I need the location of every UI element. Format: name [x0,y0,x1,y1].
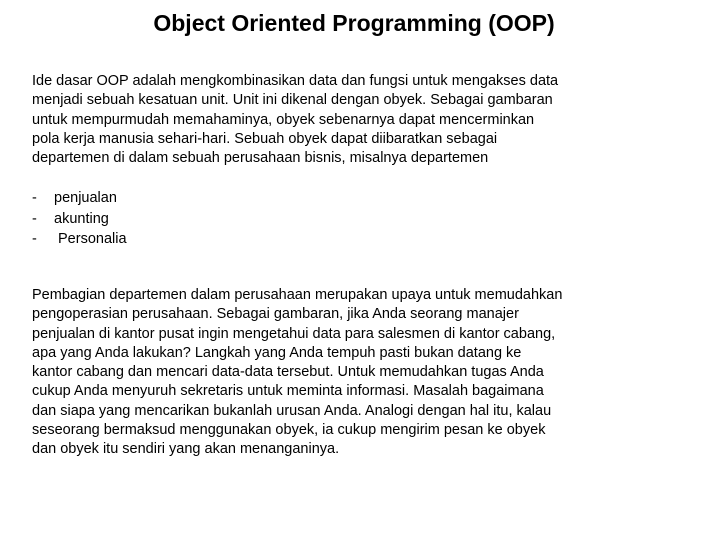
list-dash: - [32,190,37,206]
intro-paragraph [32,72,632,168]
list-dash: - [32,231,37,247]
paragraph-line: pengoperasian perusahaan. Sebagai gambaran, jika Anda seorang manajer [32,306,519,323]
paragraph-line: apa yang Anda lakukan? Langkah yang Anda tempuh pasti bukan datang ke [32,344,522,361]
analogy-paragraph [32,286,632,460]
list-item-text: Personalia [58,231,127,247]
paragraph-line: pola kerja manusia sehari-hari. Sebuah obyek dapat diibaratkan sebagai [32,130,498,147]
paragraph-line: penjualan di kantor pusat ingin mengetahui data para salesmen di kantor cabang, [32,325,556,342]
paragraph-line: menjadi sebuah kesatuan unit. Unit ini dikenal dengan obyek. Sebagai gambaran [32,92,553,109]
paragraph-line: Ide dasar OOP adalah mengkombinasikan data dan fungsi untuk mengakses data [32,73,559,89]
list-item-text: penjualan [54,190,117,206]
paragraph-line: departemen di dalam sebuah perusahaan bisnis, misalnya departemen [32,150,489,167]
paragraph-line: kantor cabang dan mencari data-data tersebut. Untuk memudahkan tugas Anda [32,364,544,381]
paragraph-line: dan obyek itu sendiri yang akan menanganinya. [32,441,340,458]
list-dash: - [32,210,37,227]
list-item-text: akunting [54,210,109,227]
paragraph-line: Pembagian departemen dalam perusahaan merupakan upaya untuk memudahkan [32,287,563,303]
paragraph-line: seseorang bermaksud menggunakan obyek, ia cukup mengirim pesan ke obyek [32,422,546,439]
paragraph-line: cukup Anda menyuruh sekretaris untuk meminta informasi. Masalah bagaimana [32,383,544,400]
paragraph-line: untuk mempurmudah memahaminya, obyek sebenarnya dapat mencerminkan [32,111,535,128]
paragraph-line: dan siapa yang mencarikan bukanlah urusan Anda. Analogi dengan hal itu, kalau [32,402,552,419]
slide-title: Object Oriented Programming (OOP) [153,10,555,36]
